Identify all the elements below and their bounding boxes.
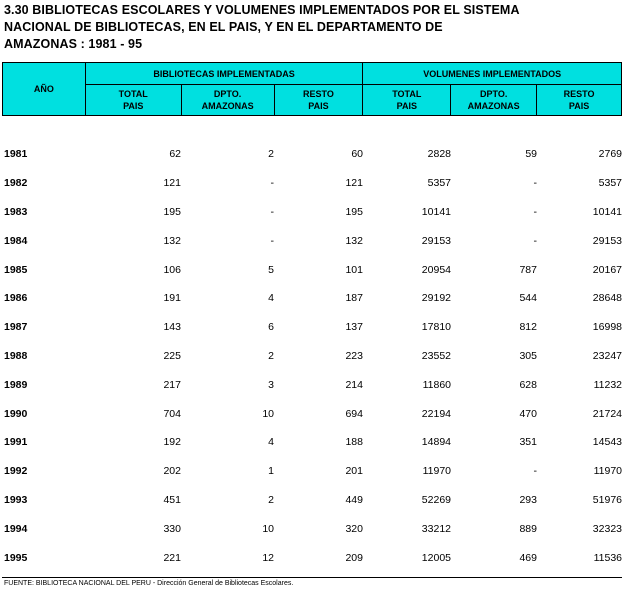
year-cell: 1982 <box>4 177 28 190</box>
header-resto-pais-vol-line-1: RESTO <box>563 89 595 99</box>
year-cell: 1989 <box>4 378 28 391</box>
header-dpto-amazonas-vol-line-1: DPTO. <box>479 89 508 99</box>
table-row <box>2 140 622 169</box>
value-cell: 121 <box>163 177 181 190</box>
value-cell: 12005 <box>421 551 451 564</box>
value-cell: 11970 <box>593 465 622 478</box>
value-cell: 225 <box>163 349 181 362</box>
value-cell: 11970 <box>422 465 451 478</box>
value-cell: 10 <box>262 522 274 535</box>
header-total-pais-bib <box>85 85 181 116</box>
value-cell: 305 <box>519 349 537 362</box>
year-cell: 1992 <box>4 465 28 478</box>
value-cell: - <box>533 177 537 190</box>
table-row <box>2 226 622 255</box>
value-cell: 5357 <box>427 177 451 190</box>
header-year: AÑO <box>3 63 86 116</box>
value-cell: 209 <box>345 551 363 564</box>
header-dpto-amazonas-vol <box>451 85 537 116</box>
value-cell: 10141 <box>421 205 451 218</box>
value-cell: 28648 <box>592 292 622 305</box>
header-resto-pais-bib-line-1: RESTO <box>303 89 334 99</box>
value-cell: 330 <box>163 522 181 535</box>
title-line-1: 3.30 BIBLIOTECAS ESCOLARES Y VOLUMENES IMPLEMENTADOS POR EL SISTEMA <box>4 3 520 17</box>
value-cell: 5 <box>268 263 274 276</box>
value-cell: 11232 <box>593 378 622 391</box>
value-cell: 23247 <box>592 349 622 362</box>
value-cell: 351 <box>519 436 537 449</box>
value-cell: 787 <box>519 263 537 276</box>
value-cell: 195 <box>345 205 363 218</box>
year-cell: 1981 <box>4 148 28 161</box>
table-row <box>2 486 622 515</box>
year-cell: 1987 <box>4 321 28 334</box>
header-group-volumenes: VOLUMENES IMPLEMENTADOS <box>363 63 622 85</box>
value-cell: 191 <box>163 292 181 305</box>
data-table <box>2 140 622 572</box>
header-group-bibliotecas: BIBLIOTECAS IMPLEMENTADAS <box>85 63 363 85</box>
value-cell: 11536 <box>593 551 622 564</box>
header-dpto-amazonas-bib-line-2: AMAZONAS <box>201 101 254 111</box>
header-total-pais-vol-line-1: TOTAL <box>392 89 422 99</box>
value-cell: 4 <box>268 436 274 449</box>
year-cell: 1995 <box>4 551 28 564</box>
value-cell: 14543 <box>592 436 622 449</box>
value-cell: - <box>533 465 537 478</box>
title-line-2: NACIONAL DE BIBLIOTECAS, EN EL PAIS, Y EN EL DEPARTAMENTO DE <box>4 20 443 34</box>
value-cell: 10 <box>262 407 274 420</box>
table-row <box>2 255 622 284</box>
header-total-pais-bib-line-1: TOTAL <box>118 89 148 99</box>
source-note: FUENTE: BIBLIOTECA NACIONAL DEL PERU - Dirección General de Bibliotecas Escolares. <box>4 580 294 587</box>
value-cell: 202 <box>163 465 181 478</box>
value-cell: 23552 <box>421 349 451 362</box>
value-cell: 195 <box>163 205 181 218</box>
header-dpto-amazonas-vol-line-2: AMAZONAS <box>467 101 520 111</box>
value-cell: 29153 <box>421 234 451 247</box>
value-cell: 60 <box>351 148 363 161</box>
value-cell: 2 <box>268 493 274 506</box>
value-cell: 1 <box>268 465 274 478</box>
table-row <box>2 313 622 342</box>
table-header <box>2 62 622 116</box>
table-title <box>4 2 619 53</box>
value-cell: 12 <box>262 551 274 564</box>
value-cell: 2769 <box>598 148 622 161</box>
value-cell: 4 <box>268 292 274 305</box>
table-row <box>2 169 622 198</box>
table-row <box>2 399 622 428</box>
year-cell: 1991 <box>4 436 28 449</box>
value-cell: 22194 <box>421 407 451 420</box>
value-cell: 121 <box>345 177 363 190</box>
value-cell: 32323 <box>592 522 622 535</box>
header-dpto-amazonas-bib <box>181 85 274 116</box>
table-row <box>2 514 622 543</box>
year-cell: 1983 <box>4 205 28 218</box>
value-cell: 52269 <box>421 493 451 506</box>
year-cell: 1986 <box>4 292 28 305</box>
header-resto-pais-bib-line-2: PAIS <box>308 101 329 111</box>
value-cell: 449 <box>345 493 363 506</box>
title-line-3: AMAZONAS : 1981 - 95 <box>4 37 143 51</box>
value-cell: 14894 <box>421 436 451 449</box>
value-cell: 11860 <box>422 378 451 391</box>
value-cell: 20167 <box>592 263 622 276</box>
value-cell: 137 <box>345 321 363 334</box>
value-cell: 320 <box>345 522 363 535</box>
value-cell: 293 <box>519 493 537 506</box>
value-cell: 20954 <box>421 263 451 276</box>
value-cell: 21724 <box>592 407 622 420</box>
year-cell: 1988 <box>4 349 28 362</box>
year-cell: 1993 <box>4 493 28 506</box>
value-cell: 2 <box>268 349 274 362</box>
value-cell: 223 <box>345 349 363 362</box>
value-cell: 201 <box>345 465 363 478</box>
header-total-pais-vol <box>363 85 451 116</box>
footer-rule <box>2 577 622 578</box>
value-cell: 469 <box>519 551 537 564</box>
header-dpto-amazonas-bib-line-1: DPTO. <box>213 89 242 99</box>
value-cell: - <box>270 205 274 218</box>
table-row <box>2 543 622 572</box>
year-cell: 1990 <box>4 407 28 420</box>
value-cell: - <box>270 234 274 247</box>
year-cell: 1985 <box>4 263 28 276</box>
value-cell: 132 <box>345 234 363 247</box>
table-row <box>2 198 622 227</box>
value-cell: 704 <box>163 407 181 420</box>
value-cell: 51976 <box>592 493 622 506</box>
value-cell: 132 <box>163 234 181 247</box>
value-cell: 192 <box>163 436 181 449</box>
table-row <box>2 342 622 371</box>
value-cell: 29153 <box>592 234 622 247</box>
value-cell: 451 <box>163 493 181 506</box>
value-cell: - <box>533 234 537 247</box>
header-resto-pais-bib <box>274 85 363 116</box>
value-cell: 62 <box>169 148 181 161</box>
value-cell: 16998 <box>592 321 622 334</box>
value-cell: 2828 <box>427 148 451 161</box>
value-cell: 5357 <box>598 177 622 190</box>
table-row <box>2 370 622 399</box>
header-total-pais-vol-line-2: PAIS <box>396 101 417 111</box>
value-cell: 214 <box>345 378 363 391</box>
table-row <box>2 457 622 486</box>
value-cell: 33212 <box>421 522 451 535</box>
table-row <box>2 428 622 457</box>
value-cell: 6 <box>268 321 274 334</box>
value-cell: - <box>270 177 274 190</box>
year-cell: 1984 <box>4 234 28 247</box>
value-cell: - <box>533 205 537 218</box>
value-cell: 889 <box>519 522 537 535</box>
value-cell: 188 <box>345 436 363 449</box>
value-cell: 628 <box>519 378 537 391</box>
value-cell: 59 <box>525 148 537 161</box>
value-cell: 221 <box>163 551 181 564</box>
value-cell: 143 <box>163 321 181 334</box>
value-cell: 187 <box>345 292 363 305</box>
header-resto-pais-vol-line-2: PAIS <box>568 101 590 111</box>
value-cell: 29192 <box>421 292 451 305</box>
header-total-pais-bib-line-2: PAIS <box>123 101 144 111</box>
value-cell: 2 <box>268 148 274 161</box>
value-cell: 694 <box>345 407 363 420</box>
value-cell: 217 <box>163 378 181 391</box>
value-cell: 812 <box>519 321 537 334</box>
value-cell: 470 <box>519 407 537 420</box>
value-cell: 101 <box>345 263 363 276</box>
value-cell: 106 <box>163 263 181 276</box>
table-row <box>2 284 622 313</box>
value-cell: 3 <box>268 378 274 391</box>
year-cell: 1994 <box>4 522 28 535</box>
header-resto-pais-vol <box>537 85 622 116</box>
value-cell: 17810 <box>421 321 451 334</box>
value-cell: 544 <box>519 292 537 305</box>
value-cell: 10141 <box>592 205 622 218</box>
